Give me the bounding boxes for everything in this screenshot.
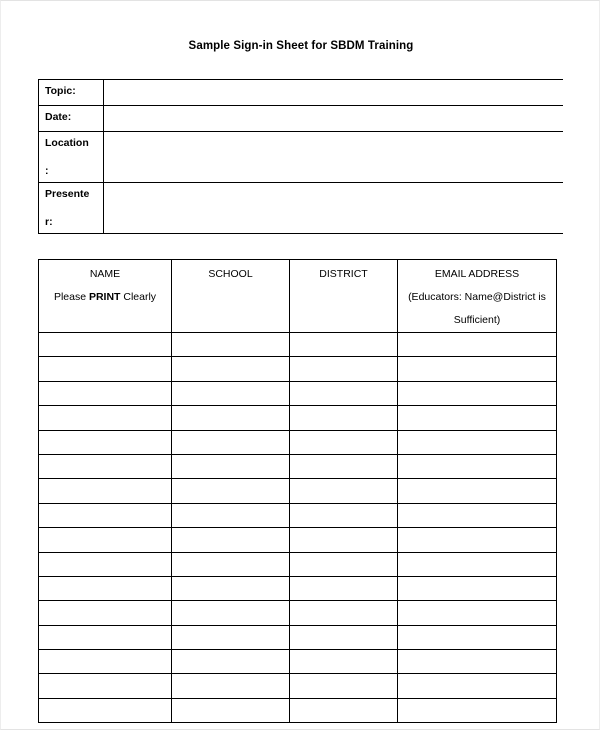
table-row xyxy=(39,333,557,357)
info-row-date xyxy=(39,106,564,132)
info-label-date xyxy=(39,106,104,132)
signin-table-body xyxy=(39,333,557,723)
column-header-email-title: EMAIL ADDRESS xyxy=(434,268,520,280)
signin-cell-school[interactable] xyxy=(172,479,290,503)
signin-cell-name[interactable] xyxy=(39,552,172,576)
signin-cell-name[interactable] xyxy=(39,625,172,649)
signin-cell-school[interactable] xyxy=(172,406,290,430)
info-label-location-line2: : xyxy=(45,165,49,177)
signin-cell-name[interactable] xyxy=(39,381,172,405)
column-header-name-subtitle xyxy=(39,286,171,309)
signin-cell-name[interactable] xyxy=(39,674,172,698)
table-row xyxy=(39,503,557,527)
table-row xyxy=(39,601,557,625)
signin-cell-district[interactable] xyxy=(290,552,398,576)
table-row xyxy=(39,357,557,381)
signin-cell-email[interactable] xyxy=(398,406,557,430)
table-row xyxy=(39,479,557,503)
signin-cell-email[interactable] xyxy=(398,333,557,357)
signin-cell-name[interactable] xyxy=(39,650,172,674)
signin-cell-district[interactable] xyxy=(290,479,398,503)
signin-cell-school[interactable] xyxy=(172,674,290,698)
column-header-name xyxy=(39,260,172,333)
info-row-topic xyxy=(39,80,564,106)
signin-cell-email[interactable] xyxy=(398,674,557,698)
column-header-email xyxy=(398,260,557,333)
info-value-topic[interactable] xyxy=(104,80,564,106)
signin-cell-email[interactable] xyxy=(398,698,557,722)
signin-cell-name[interactable] xyxy=(39,357,172,381)
signin-cell-district[interactable] xyxy=(290,333,398,357)
signin-sheet-table xyxy=(38,259,557,723)
info-value-presenter[interactable] xyxy=(104,183,564,234)
signin-cell-name[interactable] xyxy=(39,528,172,552)
signin-cell-district[interactable] xyxy=(290,430,398,454)
signin-cell-school[interactable] xyxy=(172,601,290,625)
training-info-body xyxy=(39,80,564,234)
signin-cell-school[interactable] xyxy=(172,333,290,357)
signin-cell-school[interactable] xyxy=(172,503,290,527)
print-instruction-emphasis: PRINT xyxy=(88,291,121,303)
signin-cell-school[interactable] xyxy=(172,381,290,405)
info-row-presenter xyxy=(39,183,564,234)
page-title: Sample Sign-in Sheet for SBDM Training xyxy=(188,40,414,52)
signin-cell-district[interactable] xyxy=(290,601,398,625)
signin-cell-school[interactable] xyxy=(172,650,290,674)
signin-cell-email[interactable] xyxy=(398,625,557,649)
table-row xyxy=(39,381,557,405)
column-header-name-title: NAME xyxy=(89,268,121,280)
signin-cell-email[interactable] xyxy=(398,479,557,503)
info-label-location xyxy=(39,132,104,183)
info-label-presenter-line1: Presente xyxy=(45,188,90,200)
info-value-date[interactable] xyxy=(104,106,564,132)
signin-header-row xyxy=(39,260,557,333)
column-header-email-note-line2: Sufficient) xyxy=(453,314,501,326)
signin-cell-district[interactable] xyxy=(290,625,398,649)
signin-cell-email[interactable] xyxy=(398,430,557,454)
signin-cell-email[interactable] xyxy=(398,650,557,674)
info-label-presenter-line2: r: xyxy=(45,216,53,228)
table-row xyxy=(39,698,557,722)
signin-cell-school[interactable] xyxy=(172,430,290,454)
column-header-district xyxy=(290,260,398,333)
info-label-topic xyxy=(39,80,104,106)
print-instruction-post: Clearly xyxy=(120,291,157,303)
signin-cell-school[interactable] xyxy=(172,625,290,649)
table-row xyxy=(39,576,557,600)
table-row xyxy=(39,528,557,552)
signin-cell-email[interactable] xyxy=(398,357,557,381)
info-label-date-line1: Date: xyxy=(45,111,72,123)
signin-cell-district[interactable] xyxy=(290,406,398,430)
signin-cell-name[interactable] xyxy=(39,698,172,722)
signin-cell-email[interactable] xyxy=(398,576,557,600)
print-instruction-pre: Please xyxy=(53,291,89,303)
signin-cell-name[interactable] xyxy=(39,576,172,600)
signin-cell-name[interactable] xyxy=(39,479,172,503)
signin-cell-district[interactable] xyxy=(290,454,398,478)
signin-cell-name[interactable] xyxy=(39,601,172,625)
signin-cell-email[interactable] xyxy=(398,528,557,552)
info-label-topic-line1: Topic: xyxy=(45,85,76,97)
column-header-district-title: DISTRICT xyxy=(319,268,368,280)
signin-cell-district[interactable] xyxy=(290,674,398,698)
signin-cell-school[interactable] xyxy=(172,454,290,478)
signin-cell-name[interactable] xyxy=(39,503,172,527)
signin-cell-district[interactable] xyxy=(290,576,398,600)
signin-cell-email[interactable] xyxy=(398,503,557,527)
signin-cell-name[interactable] xyxy=(39,333,172,357)
info-row-location xyxy=(39,132,564,183)
training-info-table xyxy=(38,79,563,234)
signin-cell-email[interactable] xyxy=(398,454,557,478)
signin-cell-name[interactable] xyxy=(39,406,172,430)
signin-table-head xyxy=(39,260,557,333)
signin-cell-name[interactable] xyxy=(39,454,172,478)
table-row xyxy=(39,406,557,430)
info-label-presenter xyxy=(39,183,104,234)
signin-cell-name[interactable] xyxy=(39,430,172,454)
table-row xyxy=(39,454,557,478)
signin-cell-district[interactable] xyxy=(290,503,398,527)
signin-cell-district[interactable] xyxy=(290,650,398,674)
signin-cell-email[interactable] xyxy=(398,552,557,576)
table-row xyxy=(39,552,557,576)
info-value-location[interactable] xyxy=(104,132,564,183)
table-row xyxy=(39,674,557,698)
column-header-school xyxy=(172,260,290,333)
signin-cell-email[interactable] xyxy=(398,381,557,405)
table-row xyxy=(39,430,557,454)
signin-cell-school[interactable] xyxy=(172,552,290,576)
signin-cell-email[interactable] xyxy=(398,601,557,625)
signin-cell-district[interactable] xyxy=(290,528,398,552)
column-header-email-note-line1: (Educators: Name@District is xyxy=(408,291,546,303)
column-header-school-title: SCHOOL xyxy=(208,268,253,280)
signin-cell-school[interactable] xyxy=(172,528,290,552)
signin-cell-district[interactable] xyxy=(290,357,398,381)
signin-cell-school[interactable] xyxy=(172,357,290,381)
table-row xyxy=(39,625,557,649)
signin-cell-school[interactable] xyxy=(172,698,290,722)
info-label-location-line1: Location xyxy=(45,137,89,149)
signin-cell-school[interactable] xyxy=(172,576,290,600)
signin-cell-district[interactable] xyxy=(290,698,398,722)
table-row xyxy=(39,650,557,674)
signin-cell-district[interactable] xyxy=(290,381,398,405)
